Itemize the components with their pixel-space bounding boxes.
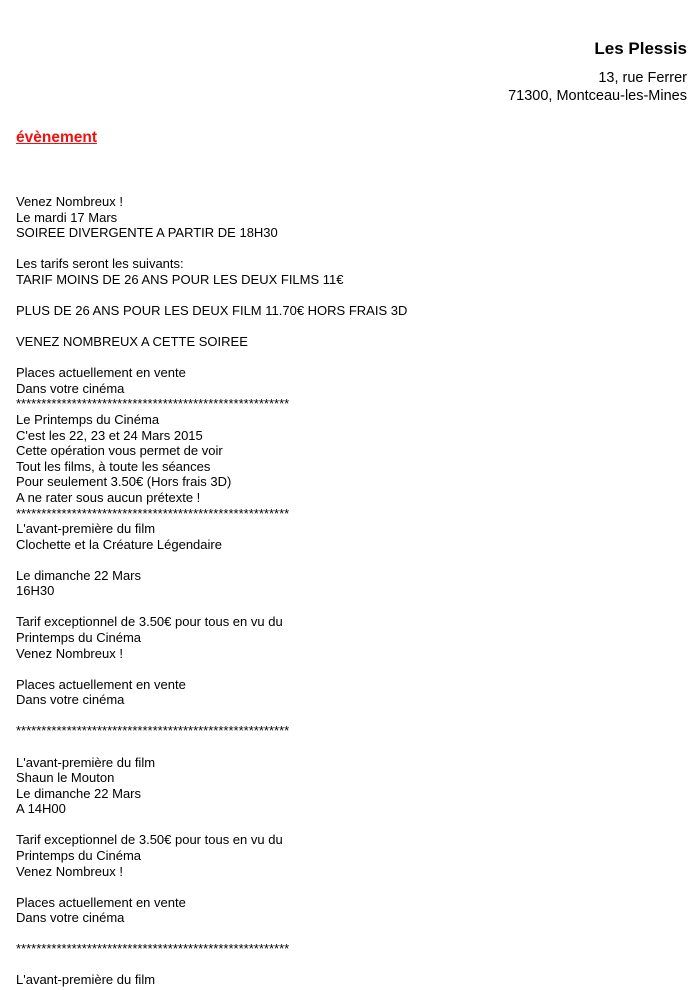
event-block-places (16, 895, 686, 926)
text-line: Tarif exceptionnel de 3.50€ pour tous en vu du (16, 614, 283, 630)
text-line: Le Printemps du Cinéma (16, 411, 160, 427)
text-line: Venez Nombreux ! (16, 863, 123, 879)
text-line: Le mardi 17 Mars (16, 209, 118, 225)
venue-header (508, 38, 687, 105)
text-line: Cette opération vous permet de voir (16, 443, 223, 459)
event-block-next-avant-premiere (16, 972, 686, 988)
text-line: TARIF MOINS DE 26 ANS POUR LES DEUX FILMS 11€ (16, 271, 344, 287)
text-line: Places actuellement en vente (16, 365, 186, 381)
event-block-clochette-tarif (16, 614, 686, 661)
text-line: Dans votre cinéma (16, 910, 125, 926)
text-line: Pour seulement 3.50€ (Hors frais 3D) (16, 474, 232, 490)
text-line: Le dimanche 22 Mars (16, 567, 142, 583)
event-block-tarifs (16, 256, 686, 287)
event-block-printemps (16, 412, 686, 506)
text-line: A ne rater sous aucun prétexte ! (16, 489, 201, 505)
text-line: Places actuellement en vente (16, 676, 186, 692)
separator: ****************************************************** (16, 396, 290, 412)
separator: ****************************************************** (16, 941, 290, 957)
text-line: Le dimanche 22 Mars (16, 785, 142, 801)
text-line: Printemps du Cinéma (16, 630, 141, 646)
text-line: L'avant-première du film (16, 972, 156, 988)
event-content (16, 194, 686, 988)
text-line: VENEZ NOMBREUX A CETTE SOIREE (16, 334, 248, 350)
text-line: Dans votre cinéma (16, 380, 125, 396)
text-line: SOIREE DIVERGENTE A PARTIR DE 18H30 (16, 225, 278, 241)
text-line: L'avant-première du film (16, 521, 156, 537)
text-line: Venez Nombreux ! (16, 645, 123, 661)
separator: ****************************************************** (16, 505, 290, 521)
section-title: évènement (16, 129, 97, 146)
event-block-clochette (16, 521, 686, 552)
event-block-shaun-tarif (16, 832, 686, 879)
text-line: PLUS DE 26 ANS POUR LES DEUX FILM 11.70€ HORS FRAIS 3D (16, 302, 408, 318)
event-block-clochette-date (16, 568, 686, 599)
text-line: Clochette et la Créature Légendaire (16, 536, 222, 552)
text-line: Venez Nombreux ! (16, 194, 123, 209)
event-block-divergente-intro (16, 194, 686, 241)
event-block-tarif-plus-26 (16, 303, 686, 319)
separator: ****************************************************** (16, 723, 290, 739)
text-line: L'avant-première du film (16, 754, 156, 770)
event-block-places (16, 365, 686, 396)
event-block-places (16, 677, 686, 708)
text-line: Dans votre cinéma (16, 692, 125, 708)
text-line: Tout les films, à toute les séances (16, 458, 211, 474)
text-line: C'est les 22, 23 et 24 Mars 2015 (16, 427, 203, 443)
text-line: Shaun le Mouton (16, 770, 115, 786)
text-line: A 14H00 (16, 801, 66, 817)
address-city: 71300, Montceau-les-Mines (508, 88, 687, 104)
venue-name: Les Plessis (594, 39, 687, 58)
text-line: Tarif exceptionnel de 3.50€ pour tous en vu du (16, 832, 283, 848)
event-block-venez (16, 334, 686, 350)
text-line: 16H30 (16, 583, 55, 599)
address-street: 13, rue Ferrer (598, 70, 687, 86)
text-line: Les tarifs seront les suivants: (16, 256, 184, 272)
text-line: Printemps du Cinéma (16, 848, 141, 863)
text-line: Places actuellement en vente (16, 894, 186, 910)
event-block-shaun (16, 755, 686, 817)
